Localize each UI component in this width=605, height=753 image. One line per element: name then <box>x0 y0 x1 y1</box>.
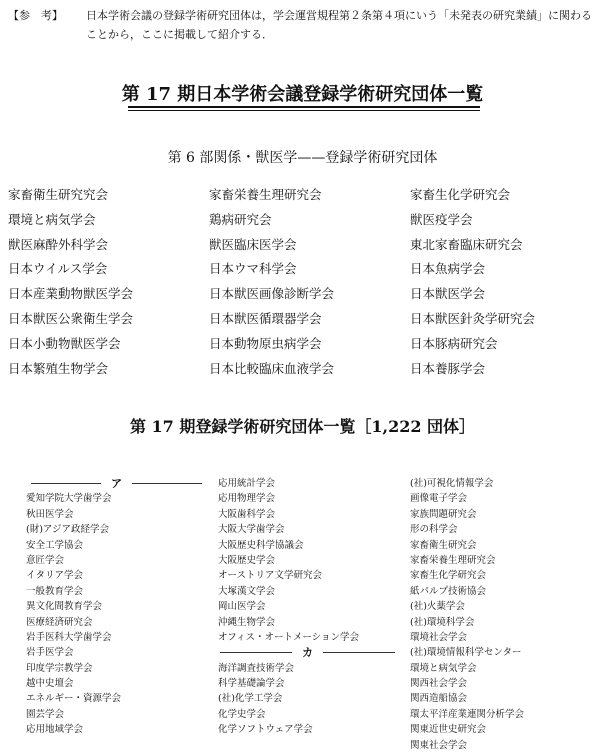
list-item: 安全工学協会 <box>26 539 84 551</box>
list-item: 海洋調査技術学会 <box>218 662 295 674</box>
grid-row <box>8 257 605 282</box>
list-item: 意匠学会 <box>26 554 65 566</box>
society-name: 日本獣医循環器学会 <box>209 310 322 326</box>
society-name: 日本ウイルス学会 <box>8 261 108 277</box>
list-item: (社)可視化情報学会 <box>410 478 494 489</box>
society-name: 日本ウマ科学会 <box>209 261 297 277</box>
title-rule-bottom <box>128 110 480 111</box>
society-name: 日本獣医学会 <box>410 286 486 302</box>
list-item: 家畜生化学研究会 <box>410 570 487 582</box>
society-name: 東北家畜臨床研究会 <box>410 236 523 252</box>
column-b <box>218 476 395 738</box>
list-item: 一般教育学会 <box>26 585 84 597</box>
society-name: 日本獣医公衆衛生学会 <box>8 310 134 326</box>
society-name: 日本豚病研究会 <box>410 335 498 351</box>
list-item: オフィス・オートメーション学会 <box>218 631 359 643</box>
society-name: 鶏病研究会 <box>209 211 272 227</box>
grid-row <box>8 282 605 307</box>
society-name: 環境と病気学会 <box>8 211 96 227</box>
list-item: 関西造船協会 <box>410 693 468 705</box>
list-item: 秋田医学会 <box>26 508 74 520</box>
society-name: 日本小動物獣医学会 <box>8 335 121 351</box>
society-name: 日本獣医画像診断学会 <box>209 286 335 302</box>
divider-ka <box>220 645 395 660</box>
divider-a <box>31 476 202 491</box>
list-item: 応用統計学会 <box>218 478 276 489</box>
note-text: 日本学術会議の登録学術研究団体は，学会運営規程第２条第４項にいう「未発表の研究業績」に関わることから，ここに掲載して紹介する． <box>86 9 592 41</box>
society-name: 獣医疫学会 <box>410 211 473 227</box>
society-name: 日本繁殖生物学会 <box>8 360 109 376</box>
list-item: 園芸学会 <box>26 708 65 720</box>
list-item: (社)環境科学会 <box>410 616 475 628</box>
list-item: 応用物理学会 <box>218 493 276 505</box>
list-item: 家畜栄養生理研究会 <box>410 554 496 566</box>
grid-row <box>8 357 605 382</box>
column-a <box>26 476 202 738</box>
list-item: (社)化学工学会 <box>218 693 283 705</box>
grid-row <box>8 208 605 233</box>
society-name: 日本産業動物獣医学会 <box>8 286 134 302</box>
list-item: 形の科学会 <box>410 524 458 536</box>
list-item: 沖縄生物学会 <box>218 616 276 628</box>
list-item: 大阪歴史科学協議会 <box>218 539 304 551</box>
list-item: 大塚漢文学会 <box>218 585 276 597</box>
main-title: 第 17 期日本学術会議登録学術研究団体一覧 <box>121 84 484 105</box>
list-item: 印度学宗教学会 <box>26 662 93 674</box>
list-item: 環境社会学会 <box>410 631 468 643</box>
list-item: 関東社会学会 <box>410 739 468 751</box>
list-item: (社)環境情報科学センター <box>410 647 522 659</box>
list-item: 化学ソフトウェア学会 <box>218 724 313 736</box>
list-item: 応用地域学会 <box>26 724 84 736</box>
registry-title: 第 17 期登録学術研究団体一覧［1,222 団体］ <box>129 417 476 436</box>
list-item: 大阪大学歯学会 <box>218 524 285 536</box>
list-item: 環境と病気学会 <box>410 662 477 674</box>
grid-row <box>8 183 605 208</box>
society-name: 獣医臨床医学会 <box>209 236 297 252</box>
society-name: 日本動物原虫病学会 <box>209 335 322 351</box>
reference-note <box>8 6 598 44</box>
list-item: 大阪歴史学会 <box>218 554 276 566</box>
grid-row <box>8 233 605 258</box>
divider-line <box>220 652 292 653</box>
list-item: 紙パルプ技術協会 <box>410 585 487 597</box>
section-subtitle: 第 6 部関係・獣医学——登録学術研究団体 <box>167 150 438 166</box>
list-item: 岡山医学会 <box>218 601 266 613</box>
list-item: 愛知学院大学歯学会 <box>26 493 112 505</box>
list-item: 家族問題研究会 <box>410 508 477 520</box>
society-name: 日本魚病学会 <box>410 261 486 277</box>
society-name: 獣医麻酔外科学会 <box>8 236 109 252</box>
society-name: 家畜衛生研究究会 <box>8 187 109 202</box>
society-name: 日本養豚学会 <box>410 360 486 376</box>
list-item: イタリア学会 <box>26 570 84 582</box>
list-item: (社)火薬学会 <box>410 601 465 613</box>
list-item: 大阪歯科学会 <box>218 508 276 520</box>
list-item: 医療経済研究会 <box>26 616 93 628</box>
list-item: 画像電子学会 <box>410 493 468 505</box>
grid-row <box>8 307 605 332</box>
society-name: 日本比較臨床血液学会 <box>209 360 335 376</box>
list-item: エネルギー・資源学会 <box>26 693 122 705</box>
divider-line <box>323 652 395 653</box>
list-item: 家畜衛生研究会 <box>410 539 477 551</box>
title-rule-top <box>128 106 480 108</box>
list-item: 越中史壇会 <box>26 678 74 690</box>
society-name: 家畜生化学研究会 <box>410 187 511 202</box>
grid-row <box>8 332 605 357</box>
vet-society-grid <box>8 183 605 381</box>
list-item: 岩手医科大学歯学会 <box>26 631 112 643</box>
list-item: 科学基礎論学会 <box>218 678 285 690</box>
kana-header-a: ア <box>111 477 122 490</box>
list-item: 異文化間教育学会 <box>26 601 103 613</box>
society-name: 家畜栄養生理研究会 <box>209 187 322 202</box>
list-item: 岩手医学会 <box>26 647 74 659</box>
list-item: (財)アジア政経学会 <box>26 524 110 536</box>
list-item: 化学史学会 <box>218 708 266 720</box>
society-name: 日本獣医針灸学研究会 <box>410 310 536 326</box>
list-item: 関西社会学会 <box>410 678 468 690</box>
note-tag: 【参 考】 <box>8 9 63 22</box>
kana-header-ka: カ <box>302 646 313 660</box>
list-item: オーストリア文学研究会 <box>218 570 323 582</box>
list-item: 環太平洋産業連関分析学会 <box>410 708 525 720</box>
list-item: 関東近世史研究会 <box>410 724 487 736</box>
column-c <box>410 476 524 753</box>
